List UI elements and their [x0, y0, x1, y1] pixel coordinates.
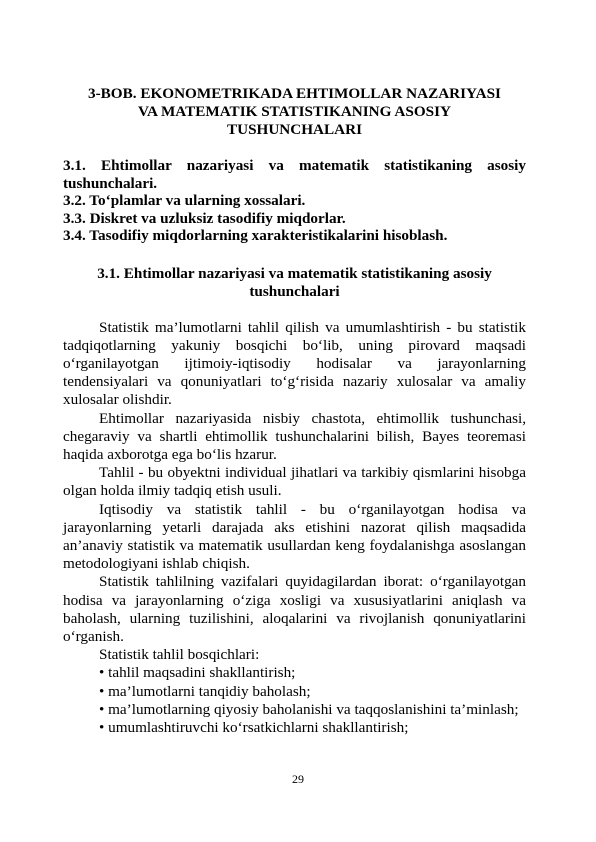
list-item: • tahlil maqsadini shakllantirish; [99, 664, 296, 682]
chapter-title-line-2: VA MATEMATIK STATISTIKANING ASOSIY [138, 103, 451, 120]
list-item: • ma’lumotlarni tanqidiy baholash; [99, 682, 311, 700]
toc-item-3-2: 3.2. To‘plamlar va ularning xossalari. [63, 192, 306, 209]
list-item: • umumlashtiruvchi ko‘rsatkichlarni shakllantirish; [99, 718, 409, 736]
page-number: 29 [292, 772, 304, 786]
toc-item-3-1: 3.1. Ehtimollar nazariyasi va matematik statistikaning asosiy tushunchalari. [63, 157, 526, 192]
page-content [63, 85, 526, 737]
section-title-line-2: tushunchalari [249, 282, 340, 300]
paragraph: Ehtimollar nazariyasida nisbiy chastota, ehtimollik tushunchasi, chegaraviy va shartli ehtimollik tushunchalarini bilish, Bayes teoremasi haqida axborotga ega bo‘lis hzarur. [63, 409, 526, 463]
section-title-line-1: 3.1. Ehtimollar nazariyasi va matematik statistikaning asosiy [97, 264, 492, 282]
paragraph: Iqtisodiy va statistik tahlil - bu o‘rganilayotgan hodisa va jarayonlarning yetarli darajada aks etishini nazorat qilish maqsadida an’anaviy statistik va matematik usullardan keng foydalanishga asoslangan metodologiyani ishlab chiqish. [63, 500, 526, 573]
chapter-title [63, 85, 526, 139]
paragraph: Statistik tahlilning vazifalari quyidagilardan iborat: o‘rganilayotgan hodisa va jarayonlarning o‘ziga xosligi va xususiyatlarini aniqlash va baholash, ularning tuzilishini, aloqalarini va rivojlanish qonuniyatlarini o‘rganish. [63, 573, 526, 645]
paragraph: Statistik ma’lumotlarni tahlil qilish va umumlashtirish - bu statistik tadqiqotlarning yakuniy bosqichi bo‘lib, uning pirovard maqsadi o‘rganilayotgan ijtimoiy-iqtisodiy hodisalar va jarayonlarning tendensiyalari va qonuniyatlari to‘g‘risida nazariy xulosalar va amaliy xulosalar olishdir. [63, 318, 526, 409]
chapter-title-line-3: TUSHUNCHALARI [226, 121, 363, 138]
table-of-contents [63, 157, 526, 245]
paragraph: Tahlil - bu obyektni individual jihatlari va tarkibiy qismlarini hisobga olgan holda ilmiy tadqiq etish usuli. [63, 464, 526, 500]
list-heading: Statistik tahlil bosqichlari: [99, 646, 260, 664]
body-text [63, 319, 526, 738]
toc-item-3-4: 3.4. Tasodifiy miqdorlarning xarakteristikalarini hisoblash. [63, 227, 448, 244]
toc-item-3-3: 3.3. Diskret va uzluksiz tasodifiy miqdorlar. [63, 209, 346, 227]
section-title [63, 265, 526, 301]
list-item: • ma’lumotlarning qiyosiy baholanishi va taqqoslanishini ta’minlash; [99, 700, 519, 718]
chapter-title-line-1: 3-BOB. EKONOMETRIKADA EHTIMOLLAR NAZARIYASI [88, 85, 501, 102]
